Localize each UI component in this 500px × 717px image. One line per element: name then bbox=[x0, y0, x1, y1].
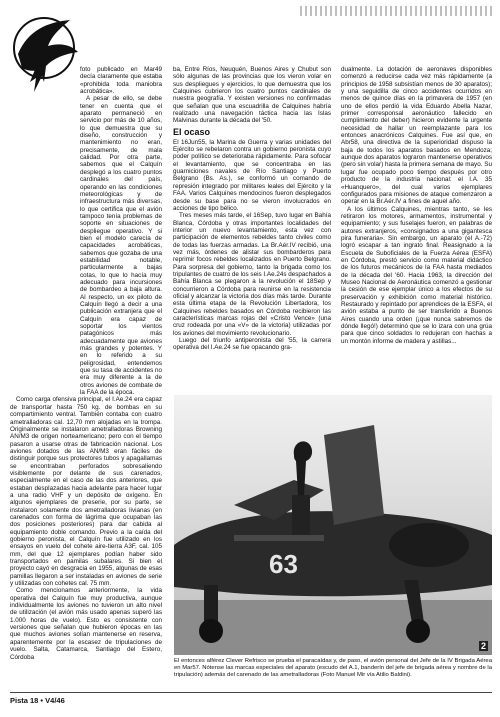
header-strip bbox=[300, 6, 495, 16]
intro-text-wrap bbox=[10, 66, 162, 396]
page-footer: Pista 18 • V4/46 bbox=[10, 696, 65, 705]
text-column-3 bbox=[341, 66, 492, 395]
footer-divider bbox=[10, 692, 492, 693]
tail-code: 63 bbox=[269, 549, 298, 579]
paragraph: Tres meses más tarde, el 16Sep, tuvo lugar en Bahía Blanca, Córdoba y otras importantes localidades del interior un nuevo levantamiento, esta vez con participación de elementos rebeldes tanto civiles como de todas las fuerzas armadas. La Br.Aér.IV recibió, una vez más, órdenes de alistar sus bombarderos para reprimir focos rebeldes localizados en Puerto Belgrano. Para sorpresa del gobierno, tanto la brigada como los tripulantes de cuatro de los seis I.Ae.24s despachados a Bahía Blanca se plegaron a la revolución el 18Sep y concurrieron a Córdoba para reunirse en la resistencia oficial y alcanzar la victoria dos días más tarde. Durante esta última etapa de la Revolución Libertadora, los Calquines rebeldes basados en Córdoba recibieron las características marcas rojas del «Cristo Vence» (una cruz rodeada por una «V» de la victoria) utilizadas por los aviones del movimiento revolucionario. bbox=[173, 212, 331, 337]
paragraph: Luego del triunfo antiperonista del '55, la carrera operativa del I.Ae.24 se fue opacando gra- bbox=[173, 337, 331, 352]
photo-caption: El entonces alférez Clever Refrisco se prueba el paracaídas y, de paso, el avión personal del Jefe de la IV Brigada Aérea en Mar57. Nótense las marcas especiales del aparato (escudo del A.1, banderín del jefe de brigada aérea y nombre de la tripulación) además del carenado de las ametralladoras (Foto Manuel Mir vía Atilio Baldini). bbox=[174, 658, 492, 678]
paragraph: El 16Jun55, la Marina de Guerra y varias unidades del Ejército se rebelaron contra un gobierno peronista cuyo poder político se deterioraba rápidamente. Para sofocar el levantamiento, que se concentraba en las guarniciones navales de Río Santiago y Puerto Belgrano (Bs. As.), se conformó un comando de represión integrado por militares leales del Ejército y la FAA. Varios Calquines mendocinos fueron desplegados desde su base para no se vieron involucrados en acciones de tipo bélico. bbox=[173, 138, 331, 212]
paragraph: A los últimos Calquines, mientras tanto, se les retiraron los motores, armamentos, instrumental y equipamiento; y sus fuselajes fueron, en palabras de autores extranjeros, «consignados a una gigantesca pira funeraria». Sin embargo, un aparato (el A.-72) logró escapar a tan ingrato final. Reasignado a la Escuela de Suboficiales de la Fuerza Aérea (ESFA) en Córdoba, prestó servicio como material didáctico de los futuros mecánicos de la FAA hasta mediados de la década del '60. Hacia 1963, la dirección del Museo Nacional de Aeronáutica comenzó a gestionar la cesión de ese ejemplar único a los efectos de su preservación y exhibición como material histórico. Restaurado y repintado por aprendices de la ESFA, el avión estaba a punto de ser transferido a Buenos Aires cuando una orden (¡que nunca sabremos de dónde llegó!) determinó que se lo izara con una grúa para que cinco soldados lo redujeran con hachas a un montón informe de madera y astillas... bbox=[341, 205, 492, 345]
aircraft-photo bbox=[174, 395, 492, 655]
photo-illustration bbox=[174, 395, 492, 655]
text-column-2 bbox=[173, 66, 331, 395]
paragraph: foto publicado en Mar49 decía claramente que estaba «prohibida toda maniobra acrobática». bbox=[80, 66, 162, 96]
paragraph: ba, Entre Ríos, Neuquén, Buenos Aires y Chubut son sólo algunas de las provincias que los vieron volar en sus despliegues y ejercicios, lo que demuestra que los Calquines cubrieron los cuatro puntos cardinales de nuestra geografía. Y existen versiones no confirmadas que señalan que una escuadrilla de Calquines habría realizado una navegación táctica hacia las Islas Malvinas durante la década del '50. bbox=[173, 66, 331, 125]
paragraph: dualmente. La dotación de aeronaves disponibles comenzó a reducirse cada vez más rápidamente (a principios de 1958 subsistían menos de 30 aparatos); y una seguidilla de cinco accidentes ocurridos en menos de quince días en la primavera de 1957 (en uno de ellos perdió la vida Eduardo Abella Nazar, primer corresponsal aeronáutico fallecido en cumplimiento del deber) hicieron evidente la urgente necesidad de hallar un reemplazante para los entonces anacrónicos Calquines. Fue así que, en Abr58, una directiva de la superioridad dispuso la baja de todos los aparatos basados en Mendoza; aunque dos aparatos lograron mantenerse operativos (pero sin volar) hasta la primera semana de mayo. Su lugar fue ocupado poco tiempo después por otro producto de la industria nacional: el I.A. 35 «Huanquero», del cual varios ejemplares configurados para misiones de ataque comenzaron a operar en la Br.Aér.IV a fines de aquel año. bbox=[341, 66, 492, 206]
paragraph: Como carga ofensiva principal, el I.Ae.24 era capaz de transportar hasta 750 kg. de bombas en su compartimiento ventral. También contaba con cuatro ametralladoras cal. 12,70 mm alojadas en la trompa. Originalmente se instalaron ametralladoras Browning AN/M3 de origen norteamericano; pero con el tiempo pasaron a usarse otras de fabricación nacional. Los aviones dotados de las AN/M3 eran fáciles de distinguir porque sus protectores tubos y apagallamas se encontraban perforados sobresaliendo visiblemente por delante de sus carenados, especialmente en el caso de las dos anteriores, que estaban desplazadas hacia adelante para hacer lugar a una radio VHF y un depósito de oxígeno. En algunos ejemplares de preserie, por su parte, se instalaron solamente dos ametralladoras livianas (en carenados con forma de lágrima que ocupaban las dos posiciones posteriores) para dar cabida al equipamiento doble comando. Previo a la caída del gobierno peronista, el Calquín fue utilizado en los ensayos en vuelo del cohete aire-tierra A3F, cal. 105 mm, del que 12 ejemplares podían haber sido transportados en pamilas subalares. Si bien el proyecto cayó en desgracia en 1955, algunas de esas pamillas llegaron a ser instaladas en aviones de serie y utilizadas con cohetes cal. 75 mm. bbox=[10, 396, 162, 588]
paragraph: A pesar de ello, se debe tener en cuenta que el aparato permaneció en servicio por más de 10 años, lo que demuestra que su diseño, construcción y mantenimiento no eran, precisamente, de mala calidad. Por otra parte, sabemos que el Calquín desplegó a los cuatro puntos cardinales del país, operando en las condiciones meteorológicas y de infraestructura más diversas, lo que certifica que el avión tampoco tenía problemas de soporte en situaciones de despliegue operativo. Y si bien el modelo carecía de capacidades acrobáticas, sabemos que gozaba de una estabilidad notable, particularmente a bajas cotas, lo que lo hacía muy adecuado para incursiones de bombardeo a baja altura. Al respecto, un ex piloto de Calquín llegó a decir a una publicación extranjera que el Calquín era capaz de soportar los vientos patagónicos más adecuadamente que aviones más grandes y potentes. Y en lo referido a su peligrosidad, entendemos que su tasa de accidentes no era muy diferente a la de otros aviones de combate de la FAA de la época. bbox=[80, 95, 162, 397]
photo-number: 2 bbox=[480, 641, 486, 651]
section-heading: El ocaso bbox=[173, 126, 211, 137]
paragraph: Como mencionamos anteriormente, la vida operativa del Calquín fue muy productiva, aunque individualmente los aviones no tuvieron un alto nivel de utilización (el avión más usado apenas superó las 1.000 horas de vuelo). Esto es consistente con versiones que señalan que hubieron épocas en las que muchos aviones solían mantenerse en reserva, aparentemente por la escasez de tripulaciones de vuelo. Salta, Catamarca, Santiago del Estero, Córdoba bbox=[10, 587, 162, 661]
text-column-1 bbox=[10, 66, 162, 674]
